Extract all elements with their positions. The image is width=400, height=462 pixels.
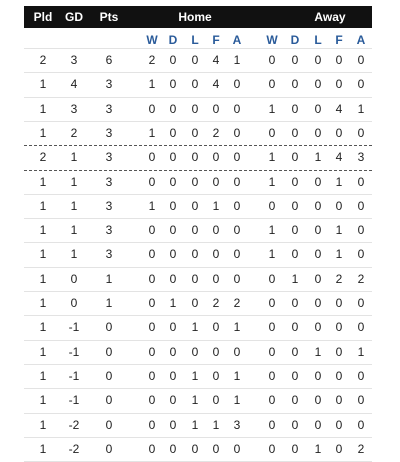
- cell-gd: 1: [70, 198, 78, 213]
- cell-away-a: 0: [357, 417, 365, 432]
- cell-pts: 0: [105, 417, 113, 432]
- cell-pld: 1: [39, 320, 47, 335]
- cell-away-l: 0: [314, 77, 322, 92]
- header-gd: GD: [65, 10, 83, 24]
- cell-home-f: 2: [212, 125, 220, 140]
- cell-home-a: 3: [233, 417, 241, 432]
- cell-away-w: 0: [268, 77, 276, 92]
- cell-gd: -1: [68, 320, 80, 335]
- cell-away-f: 0: [335, 344, 343, 359]
- cell-away-a: 0: [357, 247, 365, 262]
- cell-home-d: 0: [169, 393, 177, 408]
- cell-home-w: 0: [148, 174, 156, 189]
- cell-pld: 1: [39, 247, 47, 262]
- cell-away-a: 2: [357, 271, 365, 286]
- cell-away-l: 0: [314, 320, 322, 335]
- cell-away-a: 0: [357, 77, 365, 92]
- cell-home-l: 1: [191, 393, 199, 408]
- cell-home-d: 0: [169, 77, 177, 92]
- cell-away-w: 0: [268, 417, 276, 432]
- cell-pld: 1: [39, 101, 47, 116]
- cell-home-w: 0: [148, 320, 156, 335]
- cell-away-l: 0: [314, 368, 322, 383]
- cell-away-l: 0: [314, 271, 322, 286]
- cell-pts: 3: [105, 77, 113, 92]
- cell-home-a: 1: [233, 320, 241, 335]
- cell-home-d: 0: [169, 417, 177, 432]
- cell-home-l: 0: [191, 441, 199, 456]
- cell-away-l: 0: [314, 247, 322, 262]
- cell-pld: 1: [39, 77, 47, 92]
- cell-gd: 1: [70, 223, 78, 238]
- cell-pld: 1: [39, 441, 47, 456]
- table-row: [24, 268, 372, 292]
- cell-home-d: 0: [169, 247, 177, 262]
- cell-pld: 2: [39, 150, 47, 165]
- cell-pld: 1: [39, 271, 47, 286]
- cell-away-l: 0: [314, 53, 322, 67]
- cell-pld: 1: [39, 198, 47, 213]
- cell-pts: 3: [105, 223, 113, 238]
- cell-away-l: 0: [314, 296, 322, 310]
- cell-pld: 1: [39, 393, 47, 408]
- cell-pts: 0: [105, 368, 113, 383]
- cell-away-d: 0: [291, 101, 299, 116]
- subheader-away-d: D: [290, 33, 300, 47]
- cell-away-w: 0: [268, 344, 276, 359]
- cell-gd: 1: [70, 247, 78, 262]
- cell-home-l: 0: [191, 125, 199, 140]
- table-row: [24, 195, 372, 219]
- cell-away-w: 0: [268, 53, 276, 67]
- cell-away-l: 0: [314, 125, 322, 140]
- cell-home-f: 4: [212, 53, 220, 67]
- cell-home-a: 0: [233, 174, 241, 189]
- cell-home-f: 0: [212, 393, 220, 408]
- cell-home-w: 0: [148, 417, 156, 432]
- cell-home-a: 0: [233, 271, 241, 286]
- cell-home-a: 0: [233, 344, 241, 359]
- cell-home-a: 1: [233, 393, 241, 408]
- cell-home-d: 0: [169, 344, 177, 359]
- cell-home-w: 0: [148, 150, 156, 165]
- cell-gd: -2: [68, 417, 80, 432]
- cell-away-w: 1: [268, 223, 276, 238]
- cell-pts: 0: [105, 344, 113, 359]
- cell-pts: 3: [105, 101, 113, 116]
- header-pts: Pts: [99, 10, 119, 24]
- cell-home-d: 1: [169, 296, 177, 310]
- cell-away-w: 0: [268, 368, 276, 383]
- cell-away-a: 0: [357, 125, 365, 140]
- cell-home-d: 0: [169, 223, 177, 238]
- cell-home-a: 0: [233, 77, 241, 92]
- cell-away-d: 0: [291, 223, 299, 238]
- cell-home-l: 0: [191, 223, 199, 238]
- cell-away-l: 0: [314, 174, 322, 189]
- cell-away-d: 1: [291, 271, 299, 286]
- cell-gd: -1: [68, 393, 80, 408]
- cell-away-d: 0: [291, 393, 299, 408]
- cell-home-d: 0: [169, 150, 177, 165]
- cell-home-w: 1: [148, 125, 156, 140]
- cell-home-w: 1: [148, 77, 156, 92]
- cell-pts: 0: [105, 393, 113, 408]
- table-row: [24, 365, 372, 389]
- table-row: [24, 316, 372, 340]
- cell-away-f: 0: [335, 53, 343, 67]
- cell-away-w: 0: [268, 271, 276, 286]
- table-row: [24, 414, 372, 438]
- cell-gd: -1: [68, 344, 80, 359]
- cell-pld: 1: [39, 296, 47, 310]
- cell-away-w: 1: [268, 150, 276, 165]
- cell-gd: 2: [70, 125, 78, 140]
- cell-home-f: 0: [212, 441, 220, 456]
- cell-home-f: 1: [212, 417, 220, 432]
- cell-home-f: 0: [212, 174, 220, 189]
- cell-away-d: 0: [291, 417, 299, 432]
- subheader-home-d: D: [168, 33, 178, 47]
- cell-gd: 3: [70, 53, 78, 67]
- cell-home-l: 0: [191, 296, 199, 310]
- cell-home-a: 0: [233, 198, 241, 213]
- cell-away-f: 1: [335, 247, 343, 262]
- cell-home-f: 0: [212, 320, 220, 335]
- cell-home-a: 0: [233, 101, 241, 116]
- cell-home-d: 0: [169, 368, 177, 383]
- cell-pts: 1: [105, 271, 113, 286]
- cell-gd: 4: [70, 77, 78, 92]
- cell-away-w: 0: [268, 296, 276, 310]
- cell-home-w: 2: [148, 53, 156, 67]
- cell-away-d: 0: [291, 344, 299, 359]
- header-home: Home: [178, 10, 212, 24]
- cell-away-d: 0: [291, 174, 299, 189]
- cell-away-a: 0: [357, 320, 365, 335]
- cell-away-d: 0: [291, 320, 299, 335]
- cell-away-a: 0: [357, 174, 365, 189]
- cell-home-a: 2: [233, 296, 241, 310]
- cell-home-l: 0: [191, 247, 199, 262]
- cell-home-l: 0: [191, 77, 199, 92]
- cell-away-f: 0: [335, 368, 343, 383]
- cell-home-f: 0: [212, 223, 220, 238]
- cell-away-l: 1: [314, 344, 322, 359]
- table-row: [24, 122, 372, 146]
- cell-home-a: 0: [233, 150, 241, 165]
- cell-away-d: 0: [291, 247, 299, 262]
- table-row: [24, 341, 372, 365]
- cell-away-a: 0: [357, 368, 365, 383]
- cell-home-l: 0: [191, 198, 199, 213]
- cell-away-l: 1: [314, 150, 322, 165]
- cell-away-d: 0: [291, 125, 299, 140]
- cell-home-w: 0: [148, 271, 156, 286]
- cell-away-d: 0: [291, 53, 299, 67]
- cell-away-f: 1: [335, 174, 343, 189]
- table-row: [24, 243, 372, 267]
- cell-home-w: 0: [148, 441, 156, 456]
- cell-away-w: 0: [268, 198, 276, 213]
- cell-home-l: 1: [191, 368, 199, 383]
- cell-away-w: 1: [268, 101, 276, 116]
- table-row: [24, 438, 372, 462]
- cell-away-f: 0: [335, 77, 343, 92]
- cell-gd: 0: [70, 271, 78, 286]
- cell-home-l: 1: [191, 417, 199, 432]
- cell-gd: -2: [68, 441, 80, 456]
- cell-pts: 1: [105, 296, 113, 310]
- cell-pld: 2: [39, 53, 47, 67]
- cell-away-f: 4: [335, 101, 343, 116]
- cell-away-w: 0: [268, 441, 276, 456]
- cell-home-w: 0: [148, 223, 156, 238]
- cell-away-a: 3: [357, 150, 365, 165]
- cell-away-a: 0: [357, 296, 365, 310]
- cell-home-f: 2: [212, 296, 220, 310]
- cell-home-d: 0: [169, 441, 177, 456]
- cell-home-d: 0: [169, 174, 177, 189]
- cell-home-w: 0: [148, 393, 156, 408]
- cell-away-f: 1: [335, 223, 343, 238]
- cell-away-w: 1: [268, 247, 276, 262]
- cell-pts: 0: [105, 441, 113, 456]
- cell-home-l: 0: [191, 344, 199, 359]
- cell-pts: 3: [105, 150, 113, 165]
- cell-home-l: 0: [191, 174, 199, 189]
- cell-home-a: 0: [233, 125, 241, 140]
- cell-away-w: 0: [268, 393, 276, 408]
- cell-pts: 3: [105, 198, 113, 213]
- cell-away-w: 0: [268, 320, 276, 335]
- subheader-away-l: L: [314, 33, 322, 47]
- subheader-home-w: W: [146, 33, 158, 47]
- cell-pld: 1: [39, 174, 47, 189]
- cell-pts: 3: [105, 125, 113, 140]
- cell-pld: 1: [39, 417, 47, 432]
- cell-pts: 3: [105, 174, 113, 189]
- cell-away-a: 0: [357, 53, 365, 67]
- cell-away-d: 0: [291, 441, 299, 456]
- cell-home-f: 0: [212, 150, 220, 165]
- table-row: [24, 219, 372, 243]
- cell-home-f: 0: [212, 344, 220, 359]
- subheader-away-f: F: [335, 33, 343, 47]
- cell-away-f: 0: [335, 198, 343, 213]
- cell-away-l: 0: [314, 223, 322, 238]
- cell-home-d: 0: [169, 320, 177, 335]
- cell-away-f: 0: [335, 296, 343, 310]
- cell-gd: 1: [70, 150, 78, 165]
- cell-home-f: 0: [212, 368, 220, 383]
- subheader-away-a: A: [356, 33, 366, 47]
- cell-away-d: 0: [291, 77, 299, 92]
- subheader-away-w: W: [266, 33, 278, 47]
- cell-away-f: 0: [335, 125, 343, 140]
- cell-gd: 1: [70, 174, 78, 189]
- subheader-home-f: F: [212, 33, 220, 47]
- header-pld: Pld: [33, 10, 53, 24]
- cell-away-d: 0: [291, 198, 299, 213]
- cell-home-d: 0: [169, 125, 177, 140]
- cell-away-f: 0: [335, 441, 343, 456]
- subheader-home-a: A: [232, 33, 242, 47]
- cell-home-w: 0: [148, 368, 156, 383]
- table-row: [24, 98, 372, 122]
- cell-home-w: 1: [148, 198, 156, 213]
- cell-home-l: 1: [191, 320, 199, 335]
- cell-home-l: 0: [191, 53, 199, 67]
- cell-gd: 3: [70, 101, 78, 116]
- cell-away-l: 0: [314, 393, 322, 408]
- cell-home-a: 1: [233, 53, 241, 67]
- table-row: [24, 171, 372, 195]
- cell-away-a: 0: [357, 223, 365, 238]
- table-row: [24, 292, 372, 316]
- cell-away-l: 1: [314, 441, 322, 456]
- cell-away-l: 0: [314, 198, 322, 213]
- cell-away-f: 0: [335, 320, 343, 335]
- cell-away-d: 0: [291, 368, 299, 383]
- cell-away-a: 1: [357, 344, 365, 359]
- table-row: [24, 389, 372, 413]
- cell-home-w: 0: [148, 296, 156, 310]
- cell-away-l: 0: [314, 417, 322, 432]
- cell-home-a: 1: [233, 368, 241, 383]
- cell-home-f: 0: [212, 247, 220, 262]
- cell-away-a: 1: [357, 101, 365, 116]
- cell-away-f: 0: [335, 417, 343, 432]
- cell-pld: 1: [39, 223, 47, 238]
- cell-away-d: 0: [291, 296, 299, 310]
- cell-home-f: 0: [212, 271, 220, 286]
- cell-pts: 3: [105, 247, 113, 262]
- cell-away-l: 0: [314, 101, 322, 116]
- cell-home-a: 0: [233, 223, 241, 238]
- cell-pld: 1: [39, 125, 47, 140]
- cell-away-a: 2: [357, 441, 365, 456]
- cell-away-w: 0: [268, 125, 276, 140]
- cell-home-a: 0: [233, 441, 241, 456]
- cell-home-d: 0: [169, 101, 177, 116]
- cell-home-l: 0: [191, 150, 199, 165]
- table-row: [24, 73, 372, 97]
- cell-home-a: 0: [233, 247, 241, 262]
- cell-home-l: 0: [191, 271, 199, 286]
- cell-pld: 1: [39, 344, 47, 359]
- table-row: [24, 49, 372, 73]
- cell-home-d: 0: [169, 271, 177, 286]
- cell-away-f: 0: [335, 393, 343, 408]
- table-row: [24, 146, 372, 170]
- cell-away-w: 1: [268, 174, 276, 189]
- cell-gd: -1: [68, 368, 80, 383]
- cell-away-f: 2: [335, 271, 343, 286]
- cell-home-d: 0: [169, 198, 177, 213]
- cell-home-w: 0: [148, 101, 156, 116]
- cell-home-f: 0: [212, 101, 220, 116]
- cell-away-f: 4: [335, 150, 343, 165]
- cell-pts: 0: [105, 320, 113, 335]
- cell-home-w: 0: [148, 344, 156, 359]
- cell-away-a: 0: [357, 198, 365, 213]
- cell-away-d: 0: [291, 150, 299, 165]
- cell-home-f: 4: [212, 77, 220, 92]
- cell-pld: 1: [39, 368, 47, 383]
- header-away: Away: [314, 10, 346, 24]
- cell-home-l: 0: [191, 101, 199, 116]
- cell-home-f: 1: [212, 198, 220, 213]
- cell-gd: 0: [70, 296, 78, 310]
- cell-away-a: 0: [357, 393, 365, 408]
- subheader-home-l: L: [191, 33, 199, 47]
- cell-pts: 6: [105, 53, 113, 67]
- cell-home-d: 0: [169, 53, 177, 67]
- cell-home-w: 0: [148, 247, 156, 262]
